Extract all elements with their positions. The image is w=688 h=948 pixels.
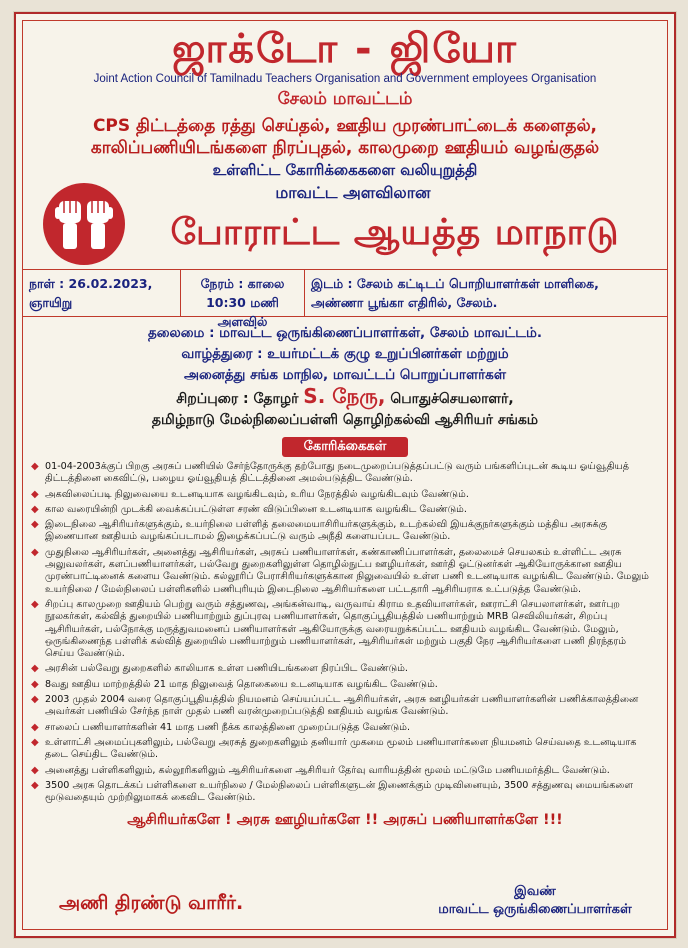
list-item: ◆ 2003 முதல் 2004 வரை தொகுப்பூதியத்தில் நியமனம் செய்யப்பட்ட ஆசிரியர்கள், அரசு ஊழியர்கள் பணியாளர்களின் பணிக்காலத்தினை அவர்கள் பணியில் சேர்ந்த நாள் முதல் பணி வரன்முறைப்படுத்தி ஊதியம் வழங்க வேண்டும். xyxy=(31,694,639,718)
greeting-line-2: அனைத்து சங்க மாநில, மாவட்டப் பொறுப்பாளர்கள் xyxy=(184,367,506,383)
special-address xyxy=(23,386,667,410)
headline-line-2: காலிப்பணியிடங்களை நிரப்புதல், காலமுறை ஊதியம் வழங்குதல் xyxy=(90,138,600,158)
poster-inner-border xyxy=(22,20,668,930)
footer xyxy=(23,877,667,921)
event-day-value: ஞாயிறு xyxy=(29,295,73,310)
list-item: ◆ சிறப்பு காலமுறை ஊதியம் பெற்று வரும் சத்துணவு, அங்கன்வாடி, வருவாய் கிராம உதவியாளர்கள், ஊராட்சி செயலாளர்கள், ஊர்புற நூலகர்கள், கல்வித் துறையில் பணியாற்றும் துப்புரவு பணியாளர்கள், தொகுப்பூதியத்தில் பணியாற்றும் MRB செவிலியர்கள், சிறப்பு ஆசிரியர்கள், பல்நோக்கு மருத்துவமனைப் பணியாளர்கள் ஆகியோருக்கு வரையறுக்கப்பட்ட ஊதியம் வழங்கிட வேண்டும். மேலும், ஒருங்கிணைந்த பள்ளிக் கல்வித் துறையில் பணியாற்றும் பணியாளர்கள், ஆசிரியர்கள் மற்றும் பகுதி நேர ஆசிரியர்களை பணி நிரந்தரம் செய்ய வேண்டும். xyxy=(31,598,627,660)
headline-line-1: CPS திட்டத்தை ரத்து செய்தல், ஊதிய முரண்பாட்டைக் களைதல், xyxy=(92,116,598,136)
district-name: சேலம் மாவட்டம் xyxy=(277,89,413,109)
event-date-value: நாள் : 26.02.2023, xyxy=(29,276,153,291)
presiding: தலைமை : மாவட்ட ஒருங்கிணைப்பாளர்கள், சேலம் மாவட்டம். xyxy=(147,325,543,341)
diamond-bullet-icon: ◆ xyxy=(31,488,39,500)
diamond-bullet-icon: ◆ xyxy=(31,764,39,776)
diamond-bullet-icon: ◆ xyxy=(31,461,39,472)
event-details xyxy=(23,269,667,329)
headline xyxy=(23,115,667,181)
raised-fists-icon xyxy=(43,183,125,265)
event-venue-line-1: இடம் : சேலம் கட்டிடப் பொறியாளர்கள் மாளிகை, xyxy=(311,276,599,291)
list-item: ◆ அரசின் பல்வேறு துறைகளில் காலியாக உள்ள பணியிடங்களை நிரப்பிட வேண்டும். xyxy=(31,663,408,675)
diamond-bullet-icon: ◆ xyxy=(31,546,39,558)
headline-line-3: உள்ளிட்ட கோரிக்கைகளை வலியுறுத்தி xyxy=(212,161,478,179)
diamond-bullet-icon: ◆ xyxy=(31,678,39,690)
special-speaker-org: தமிழ்நாடு மேல்நிலைப்பள்ளி தொழிற்கல்வி ஆசிரியர் சங்கம் xyxy=(151,412,539,428)
event-time-value: 10:30 மணி அளவில் xyxy=(206,295,279,329)
poster xyxy=(14,12,676,938)
diamond-bullet-icon: ◆ xyxy=(31,519,39,531)
list-item: ◆ சாலைப் பணியாளர்களின் 41 மாத பணி நீக்க காலத்தினை முறைப்படுத்த வேண்டும். xyxy=(31,721,411,733)
diamond-bullet-icon: ◆ xyxy=(31,663,39,675)
diamond-bullet-icon: ◆ xyxy=(31,598,39,610)
event-date xyxy=(23,270,181,316)
diamond-bullet-icon: ◆ xyxy=(31,721,39,733)
event-time xyxy=(181,270,305,329)
diamond-bullet-icon: ◆ xyxy=(31,736,39,748)
signature-label: இவண் xyxy=(514,884,556,899)
demands-list xyxy=(23,461,667,804)
rally-call: அணி திரண்டு வாரீர். xyxy=(59,892,244,914)
signature-name: மாவட்ட ஒருங்கிணைப்பாளர்கள் xyxy=(438,902,632,917)
list-item: ◆ 8வது ஊதிய மாற்றத்தில் 21 மாத நிலுவைத் தொகையை உடனடியாக வழங்கிட வேண்டும். xyxy=(31,678,438,690)
list-item: ◆ முதுநிலை ஆசிரியர்கள், அனைத்து ஆசிரியர்கள், அரசுப் பணியாளர்கள், கண்காணிப்பாளர்கள், தலைமைச் செயலகம் உள்ளிட்ட அரசு அலுவலர்கள், களப்பணியாளர்கள், பல்வேறு துறைகளிலுள்ள தொழில்நுட்ப ஊழியர்கள், ஊர்தி ஓட்டுனர்கள் ஆகியோருக்கான ஊதிய முரண்பாட்டினைக் களைய வேண்டும். கல்லூரிப் பேராசிரியர்களுக்கான நிலுவையில் உள்ள பணி உடனடியாக வழங்கிட வேண்டும். மேலும் உயர்நிலை / மேல்நிலைப் பள்ளிகளில் பணிபுரியும் இடைநிலை ஆசிரியர்களை பட்டதாரி ஆசிரியராக உட்படுத்த வேண்டும். xyxy=(31,546,649,595)
diamond-bullet-icon: ◆ xyxy=(31,503,39,515)
list-item: ◆ உள்ளாட்சி அமைப்புகளிலும், பல்வேறு அரசுத் துறைகளிலும் தனியார் முகமை மூலம் பணியாளர்களை நியமனம் செய்வதை உடனடியாக தடை செய்திட வேண்டும். xyxy=(31,736,637,761)
organisation-name: Joint Action Council of Tamilnadu Teachers Organisation and Government employees Organisation xyxy=(93,73,597,85)
demands-heading: கோரிக்கைகள் xyxy=(282,437,408,457)
slogan: ஆசிரியர்களே ! அரசு ஊழியர்களே !! அரசுப் பணியாளர்களே !!! xyxy=(127,812,563,829)
poster-title: ஜாக்டோ - ஜியோ xyxy=(172,26,518,72)
greeting-line-1: வாழ்த்துரை : உயர்மட்டக் குழு உறுப்பினர்கள் மற்றும் xyxy=(181,346,509,362)
event-venue-line-2: அண்ணா பூங்கா எதிரில், சேலம். xyxy=(311,295,498,310)
list-item: ◆ 3500 அரசு தொடக்கப் பள்ளிகளை உயர்நிலை / மேல்நிலைப் பள்ளிகளுடன் இணைக்கும் முடிவினையும், 3500 சத்துணவு மையங்களை மூடுவதையும் முற்றிலுமாகக் கைவிட வேண்டும். xyxy=(31,779,634,804)
list-item: ◆ அனைத்து பள்ளிகளிலும், கல்லூரிகளிலும் ஆசிரியர்களை ஆசிரியர் தேர்வு வாரியத்தின் மூலம் மட்டுமே பணியமர்த்திட வேண்டும். xyxy=(31,764,610,776)
event-venue xyxy=(305,270,667,316)
special-speaker-role: பொதுச்செயலாளர், xyxy=(390,391,514,407)
diamond-bullet-icon: ◆ xyxy=(31,779,39,791)
special-speaker-name: S. நேரு, xyxy=(303,384,386,408)
event-title: போராட்ட ஆயத்த மாநாடு xyxy=(170,212,620,253)
list-item: ◆ அகவிலைப்படி நிலுவையை உடனடியாக வழங்கிடவும், உரிய நேரத்தில் வழங்கிடவும் வேண்டும். xyxy=(31,488,469,500)
special-address-prefix: சிறப்புரை : தோழர் xyxy=(176,391,299,407)
diamond-bullet-icon: ◆ xyxy=(31,694,39,706)
event-banner xyxy=(23,183,667,269)
event-subtitle: மாவட்ட அளவிலான xyxy=(275,183,431,202)
event-time-label: நேரம் : காலை xyxy=(200,276,285,291)
list-item: ◆ கால வரையின்றி முடக்கி வைக்கப்பட்டுள்ள சரண் விடுப்பினை உடனடியாக வழங்கிட வேண்டும். xyxy=(31,503,467,515)
speakers xyxy=(23,323,667,431)
signature-block xyxy=(415,883,655,919)
list-item: ◆ இடைநிலை ஆசிரியர்களுக்கும், உயர்நிலை பள்ளித் தலைமையாசிரியர்களுக்கும், உடற்கல்வி இயக்குநர்களுக்கும் மத்திய அரசுக்கு இணையான ஊதியம் வழங்கப்படாமல் இழைக்கப்பட்டு வரும் அநீதி களையப்பட வேண்டும். xyxy=(31,519,608,543)
list-item: ◆ 01-04-2003க்குப் பிறகு அரசுப் பணியில் சேர்ந்தோருக்கு தற்போது நடைமுறைப்படுத்தப்பட்டு வரும் பங்களிப்புடன் கூடிய ஓய்வூதியத் திட்டத்தினை கைவிட்டு, பழைய ஓய்வூதியத் திட்டத்தினை அமல்படுத்திட வேண்டும். xyxy=(31,461,630,485)
